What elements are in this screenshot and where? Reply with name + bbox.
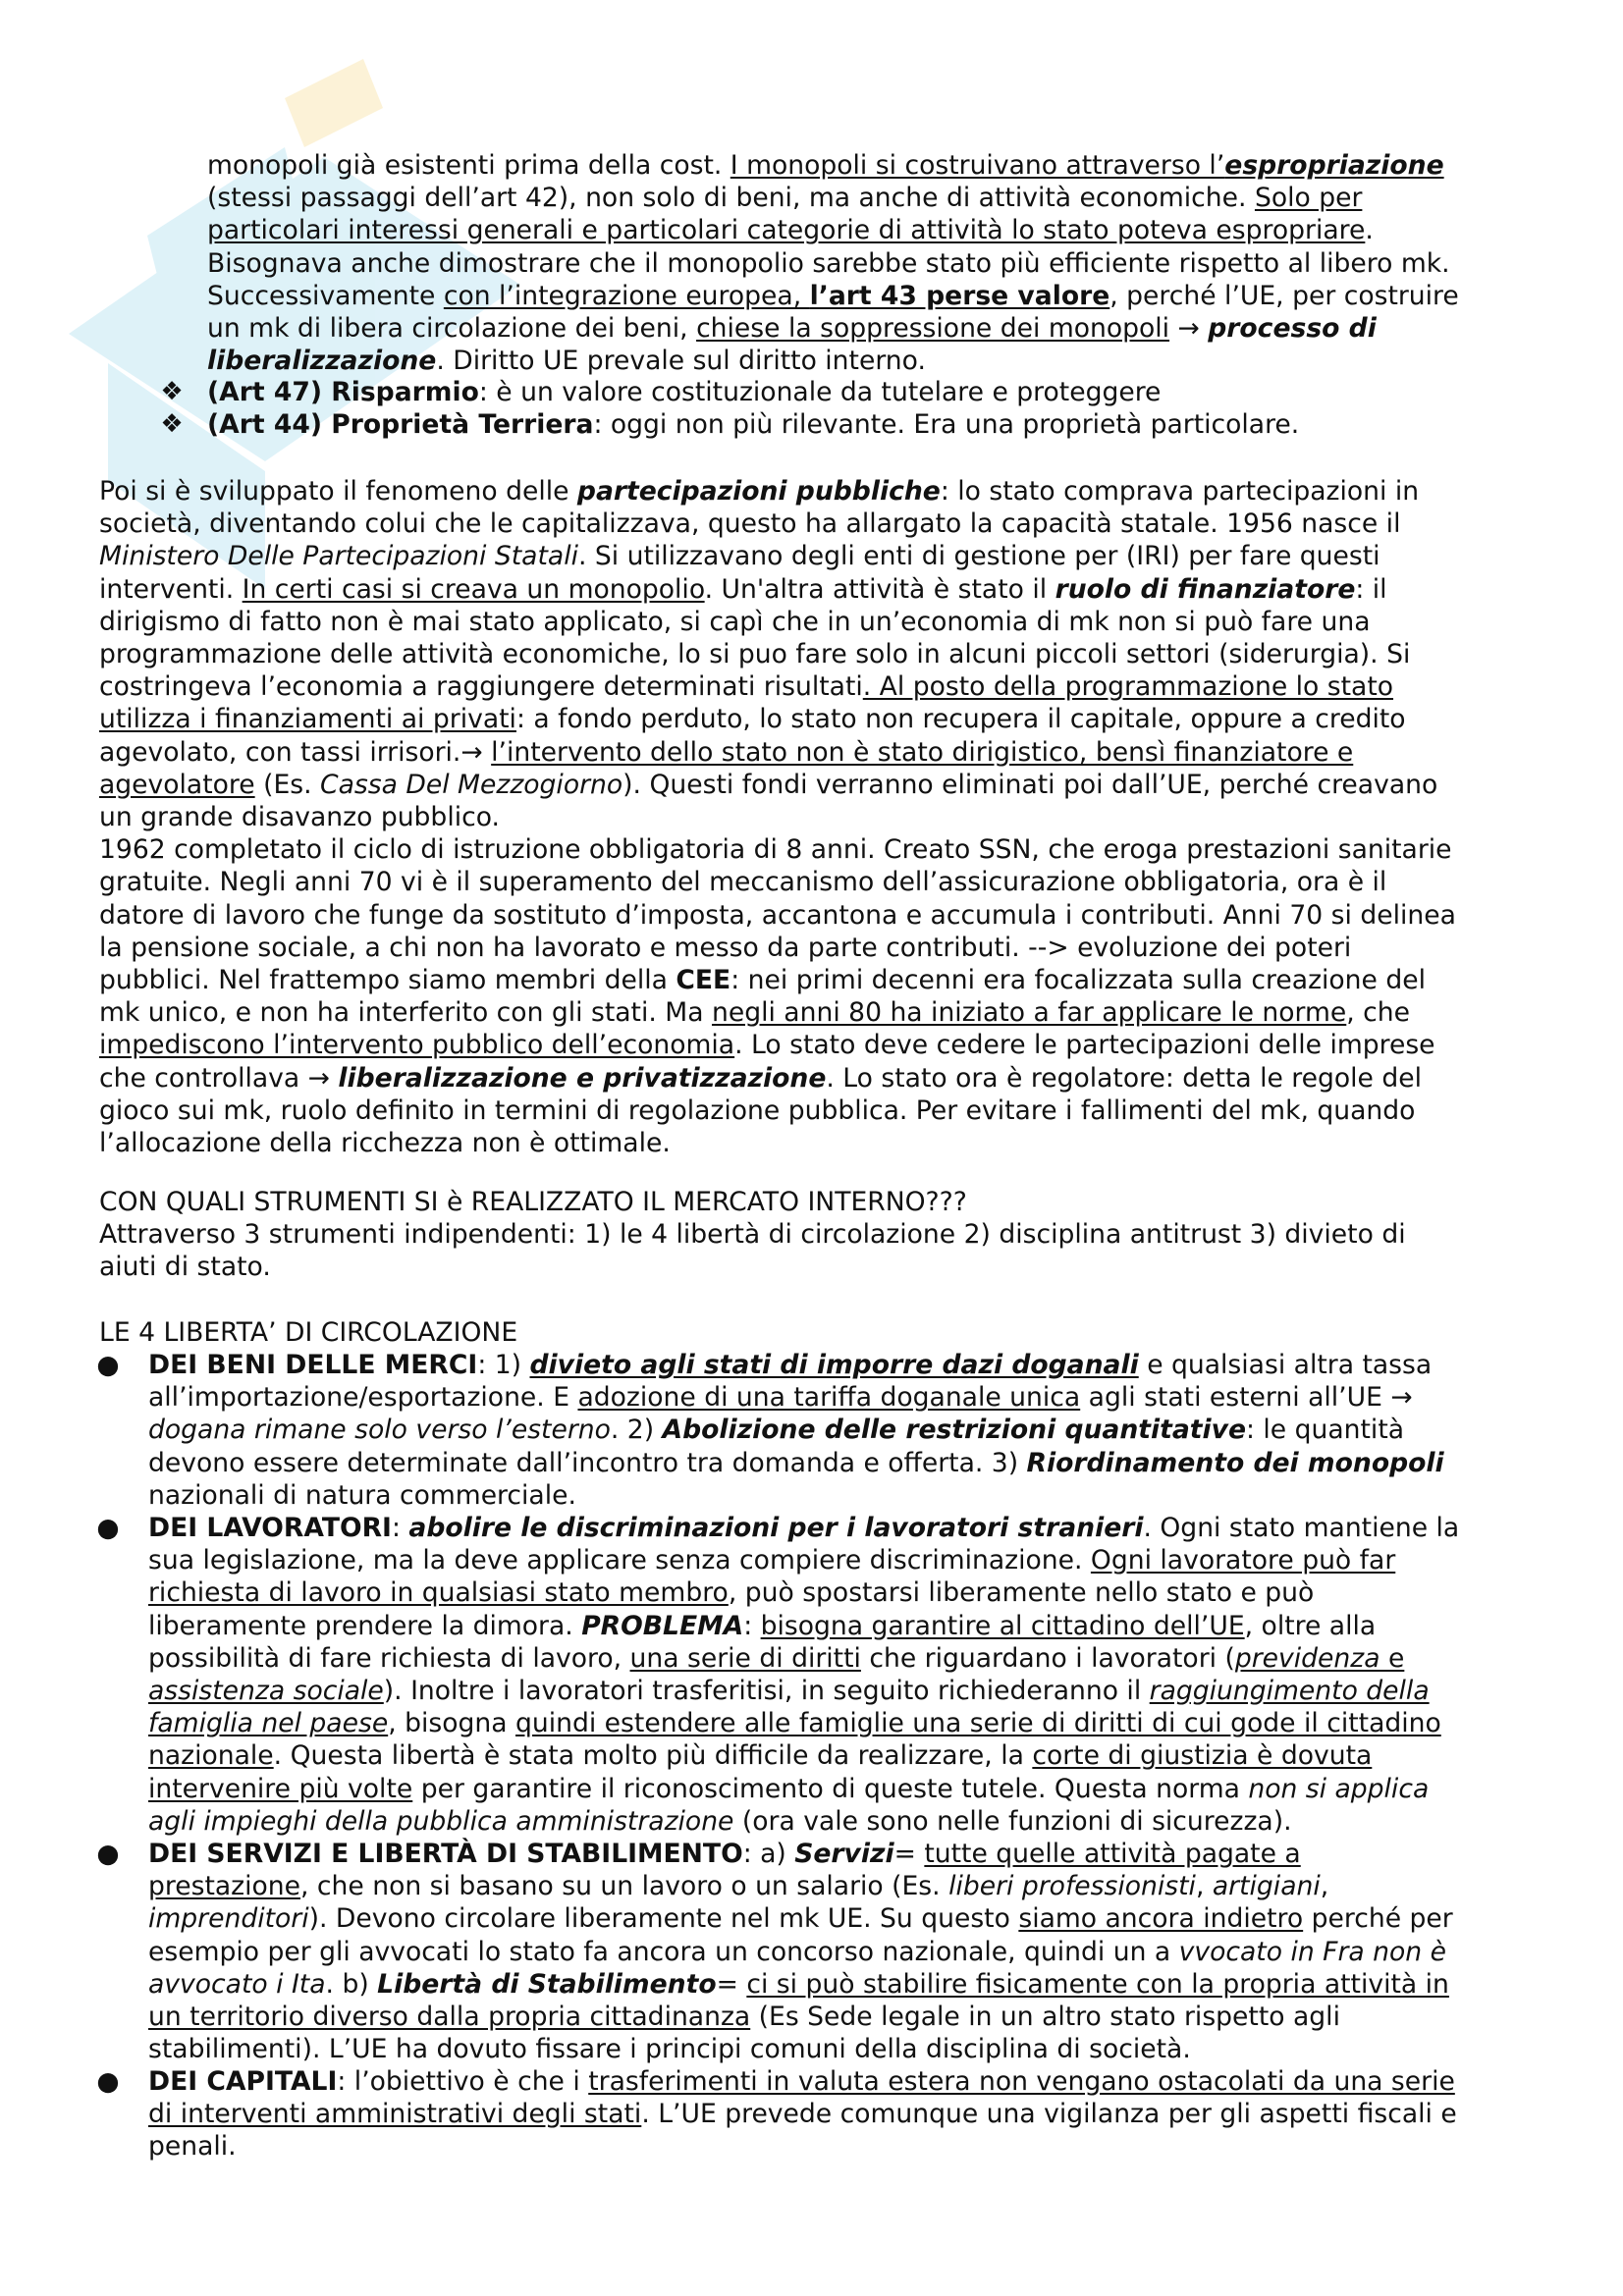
p1-line: la pensione sociale, a chi non ha lavorato e messo da parte contributi. --> evoluzione dei poteri (99, 932, 1352, 963)
item-line: DEI SERVIZI E LIBERTÀ DI STABILIMENTO: a) Servizi= tutte quelle attività pagate a (148, 1839, 1301, 1869)
top-line-3: particolari interessi generali e particolari categorie di attività lo stato poteva espropriare. (207, 215, 1374, 246)
top-line-5: Successivamente con l’integrazione europea, l’art 43 perse valore, perché l’UE, per costruire (207, 280, 1459, 311)
diamond-bullet-icon: ❖ (160, 409, 184, 439)
top-line-7: liberalizzazione. Diritto UE prevale sul diritto interno. (207, 346, 926, 377)
item-line: assistenza sociale). Inoltre i lavoratori trasferitisi, in seguito richiederanno il raggiungimento della (148, 1676, 1430, 1707)
item-line: famiglia nel paese, bisogna quindi estendere alle famiglie una serie di diritti di cui gode il cittadino (148, 1708, 1441, 1739)
item-line: agli impieghi della pubblica amministrazione (ora vale sono nelle funzioni di sicurezza). (148, 1805, 1292, 1837)
item-line: richiesta di lavoro in qualsiasi stato membro, può spostarsi liberamente nello stato e può (148, 1577, 1315, 1609)
section-line: Attraverso 3 strumenti indipendenti: 1) le 4 libertà di circolazione 2) disciplina antitrust 3) divieto di (99, 1219, 1406, 1251)
p1-line: programmazione delle attività economiche, lo si puo fare solo in alcuni piccoli settori (siderurgia). Si (99, 639, 1411, 670)
item-line: devono essere determinate dall’incontro tra domanda e offerta. 3) Riordinamento dei monopoli (148, 1447, 1444, 1478)
bullet-icon: ● (96, 1839, 120, 1869)
top-line-4: Bisognava anche dimostrare che il monopolio sarebbe stato più efficiente rispetto al libero mk. (207, 247, 1450, 279)
p1-line: agevolatore (Es. Cassa Del Mezzogiorno). Questi fondi verranno eliminati poi dall’UE, perché creavano (99, 769, 1438, 800)
item-line: esempio per gli avvocati lo stato fa ancora un concorso nazionale, quindi un a vvocato in Fra non è (148, 1936, 1446, 1967)
item-line: avvocato i Ita. b) Libertà di Stabilimento= ci si può stabilire fisicamente con la propria attività in (148, 1968, 1449, 2000)
p1-line: l’allocazione della ricchezza non è ottimale. (99, 1128, 671, 1159)
item-line: DEI CAPITALI: l’obiettivo è che i trasferimenti in valuta estera non vengano ostacolati da una serie (148, 2066, 1455, 2097)
item-line: nazionali di natura commerciale. (148, 1479, 576, 1511)
p1-line: utilizza i finanziamenti ai privati: a fondo perduto, lo stato non recupera il capitale, oppure a credito (99, 704, 1406, 735)
top-line-1: monopoli già esistenti prima della cost. I monopoli si costruivano attraverso l’espropriazione (207, 150, 1444, 181)
item-line: un territorio diverso dalla propria cittadinanza (Es Sede legale in un altro stato rispetto agli (148, 2002, 1340, 2033)
item-line: stabilimenti). L’UE ha dovuto fissare i principi comuni della disciplina di società. (148, 2034, 1191, 2065)
freedom-item-servizi (148, 1838, 1562, 2065)
freedoms-heading: LE 4 LIBERTA’ DI CIRCOLAZIONE (99, 1317, 518, 1348)
diamond-bullet-icon: ❖ (160, 377, 184, 406)
p1-line: gratuite. Negli anni 70 vi è il superamento del meccanismo dell’assicurazione obbligatoria, ora è il (99, 867, 1387, 898)
article-item (207, 376, 1552, 408)
item-line: di interventi amministrativi degli stati. L’UE prevede comunque una vigilanza per gli aspetti fiscali e (148, 2099, 1457, 2130)
p1-line: pubblici. Nel frattempo siamo membri della CEE: nei primi decenni era focalizzata sulla creazione del (99, 965, 1426, 996)
article-text: : oggi non più rilevante. Era una proprietà particolare. (593, 409, 1300, 440)
item-line: liberamente prendere la dimora. PROBLEMA: bisogna garantire al cittadino dell’UE, oltre alla (148, 1610, 1377, 1641)
section-strumenti (99, 1186, 1552, 1284)
article-text: : è un valore costituzionale da tutelare e proteggere (478, 377, 1162, 407)
p1-line: Poi si è sviluppato il fenomeno delle partecipazioni pubbliche: lo stato comprava partecipazioni in (99, 476, 1420, 507)
p1-line: che controllava → liberalizzazione e privatizzazione. Lo stato ora è regolatore: detta le regole del (99, 1062, 1422, 1094)
article-item (207, 408, 1552, 441)
freedom-item-beni (148, 1349, 1562, 1512)
p1-line: datore di lavoro che funge da sostituto d’imposta, accantona e accumula i contributi. Anni 70 si delinea (99, 899, 1456, 931)
freedom-item-capitali (148, 2065, 1562, 2163)
item-line: all’importazione/esportazione. E adozione di una tariffa doganale unica agli stati esterni all’UE → (148, 1382, 1413, 1414)
p1-line: Ministero Delle Partecipazioni Statali. Si utilizzavano degli enti di gestione per (IRI) per fare questi (99, 541, 1380, 572)
paragraph-partecipazioni (99, 475, 1552, 1159)
top-line-6: un mk di libera circolazione dei beni, chiese la soppressione dei monopoli → processo di (207, 313, 1377, 345)
section-heading: CON QUALI STRUMENTI SI è REALIZZATO IL MERCATO INTERNO??? (99, 1187, 967, 1217)
p1-line: 1962 completato il ciclo di istruzione obbligatoria di 8 anni. Creato SSN, che eroga prestazioni sanitarie (99, 834, 1452, 866)
item-line: dogana rimane solo verso l’esterno. 2) Abolizione delle restrizioni quantitative: le quantità (148, 1415, 1405, 1446)
item-line: nazionale. Questa libertà è stata molto più difficile da realizzare, la corte di giustizia è dovuta (148, 1740, 1373, 1772)
item-line: DEI LAVORATORI: abolire le discriminazioni per i lavoratori stranieri. Ogni stato mantiene la (148, 1513, 1460, 1543)
bullet-icon: ● (96, 1513, 120, 1543)
article-title: (Art 47) Risparmio (207, 377, 479, 407)
p1-line: costringeva l’economia a raggiungere determinati risultati. Al posto della programmazione lo stato (99, 671, 1394, 703)
p1-line: dirigismo di fatto non è mai stato applicato, si capì che in un’economia di mk non si può fare una (99, 606, 1371, 637)
p1-line: società, diventando colui che le capitalizzava, questo ha allargato la capacità statale. 1956 nasce il (99, 508, 1401, 540)
bullet-icon: ● (96, 1350, 120, 1380)
item-line: intervenire più volte per garantire il riconoscimento di queste tutele. Questa norma non si applica (148, 1773, 1430, 1804)
article-title: (Art 44) Proprietà Terriera (207, 409, 594, 440)
item-line: possibilità di fare richiesta di lavoro, una serie di diritti che riguardano i lavoratori (previdenza e (148, 1642, 1405, 1674)
p1-line: agevolato, con tassi irrisori.→ l’intervento dello stato non è stato dirigistico, bensì finanziatore e (99, 736, 1354, 768)
p1-line: interventi. In certi casi si creava un monopolio. Un'altra attività è stato il ruolo di finanziatore: il (99, 573, 1387, 605)
item-line: sua legislazione, ma la deve applicare senza compiere discriminazione. Ogni lavoratore può far (148, 1545, 1396, 1576)
bullet-icon: ● (96, 2066, 120, 2097)
p1-line: impediscono l’intervento pubblico dell’economia. Lo stato deve cedere le partecipazioni delle imprese (99, 1030, 1435, 1061)
p1-line: un grande disavanzo pubblico. (99, 802, 500, 833)
top-block (207, 149, 1552, 377)
item-line: penali. (148, 2131, 237, 2163)
item-line: prestazione, che non si basano su un lavoro o un salario (Es. liberi professionisti, artigiani, (148, 1871, 1329, 1902)
p1-line: mk unico, e non ha interferito con gli stati. Ma negli anni 80 ha iniziato a far applicare le norme, che (99, 997, 1411, 1029)
item-line: DEI BENI DELLE MERCI: 1) divieto agli stati di imporre dazi doganali e qualsiasi altra tassa (148, 1350, 1433, 1380)
item-line: imprenditori). Devono circolare liberamente nel mk UE. Su questo siamo ancora indietro perché per (148, 1903, 1453, 1935)
section-line: aiuti di stato. (99, 1252, 271, 1283)
p1-line: gioco sui mk, ruolo definito in termini di regolazione pubblica. Per evitare i fallimenti del mk, quando (99, 1095, 1416, 1126)
top-line-2: (stessi passaggi dell’art 42), non solo di beni, ma anche di attività economiche. Solo per (207, 183, 1363, 214)
freedom-item-lavoratori (148, 1512, 1562, 1838)
